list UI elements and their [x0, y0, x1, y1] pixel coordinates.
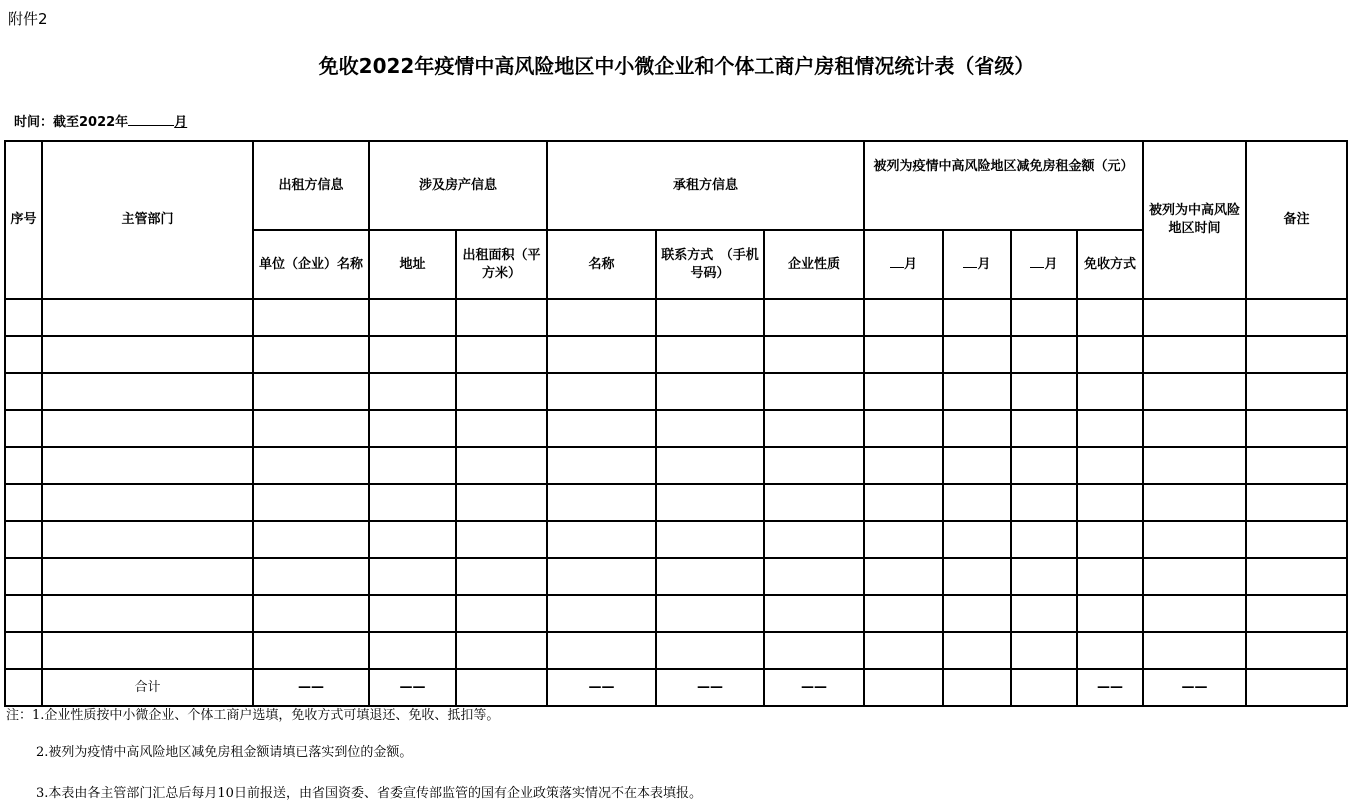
- table-cell[interactable]: [764, 447, 864, 484]
- total-lessor-name: ——: [253, 669, 369, 706]
- table-cell[interactable]: [1077, 373, 1143, 410]
- table-cell[interactable]: [1143, 447, 1246, 484]
- table-cell[interactable]: [656, 484, 764, 521]
- table-cell[interactable]: [369, 410, 456, 447]
- table-cell[interactable]: [42, 521, 253, 558]
- table-row: [5, 595, 1347, 632]
- table-cell[interactable]: [864, 410, 943, 447]
- table-cell[interactable]: [253, 447, 369, 484]
- table-row: [5, 373, 1347, 410]
- table-cell[interactable]: [864, 484, 943, 521]
- table-cell[interactable]: [1011, 373, 1077, 410]
- table-cell[interactable]: [1011, 632, 1077, 669]
- table-cell[interactable]: [42, 595, 253, 632]
- table-cell[interactable]: [1143, 521, 1246, 558]
- table-cell[interactable]: [764, 558, 864, 595]
- table-cell[interactable]: [1143, 558, 1246, 595]
- table-cell[interactable]: [1011, 558, 1077, 595]
- table-cell[interactable]: [5, 484, 42, 521]
- table-cell[interactable]: [1077, 595, 1143, 632]
- table-cell[interactable]: [943, 632, 1011, 669]
- table-cell[interactable]: [1011, 410, 1077, 447]
- table-cell[interactable]: [764, 484, 864, 521]
- table-cell[interactable]: [1077, 521, 1143, 558]
- table-cell[interactable]: [253, 373, 369, 410]
- table-cell[interactable]: [547, 336, 656, 373]
- table-cell[interactable]: [1077, 558, 1143, 595]
- table-cell[interactable]: [1246, 410, 1347, 447]
- time-line: [14, 111, 187, 130]
- header-lessee-group: 承租方信息: [547, 141, 864, 230]
- table-cell[interactable]: [547, 558, 656, 595]
- table-cell[interactable]: [253, 595, 369, 632]
- table-cell[interactable]: [764, 373, 864, 410]
- table-cell[interactable]: [456, 595, 547, 632]
- total-month-1[interactable]: [864, 669, 943, 706]
- table-cell[interactable]: [456, 484, 547, 521]
- header-month-2: 月: [943, 230, 1011, 299]
- table-cell[interactable]: [369, 336, 456, 373]
- table-cell[interactable]: [1011, 299, 1077, 336]
- table-cell[interactable]: [864, 299, 943, 336]
- total-remarks[interactable]: [1246, 669, 1347, 706]
- table-cell[interactable]: [1077, 484, 1143, 521]
- table-cell[interactable]: [42, 447, 253, 484]
- table-cell[interactable]: [764, 595, 864, 632]
- total-month-3[interactable]: [1011, 669, 1077, 706]
- header-month-3: 月: [1011, 230, 1077, 299]
- table-cell[interactable]: [369, 447, 456, 484]
- table-cell[interactable]: [547, 484, 656, 521]
- table-cell[interactable]: [253, 632, 369, 669]
- table-cell[interactable]: [369, 521, 456, 558]
- header-nature: 企业性质: [764, 230, 864, 299]
- table-cell[interactable]: [656, 595, 764, 632]
- table-cell[interactable]: [656, 521, 764, 558]
- table-cell[interactable]: [656, 373, 764, 410]
- table-cell[interactable]: [1077, 632, 1143, 669]
- total-month-2[interactable]: [943, 669, 1011, 706]
- table-cell[interactable]: [656, 447, 764, 484]
- data-rows: [5, 299, 1347, 669]
- total-address: ——: [369, 669, 456, 706]
- table-cell[interactable]: [42, 632, 253, 669]
- table-cell[interactable]: [864, 521, 943, 558]
- header-row-1: [5, 141, 1347, 230]
- header-dept: 主管部门: [42, 141, 253, 299]
- table-cell[interactable]: [1143, 299, 1246, 336]
- table-cell[interactable]: [1246, 484, 1347, 521]
- note-1: 注：1.企业性质按中小微企业、个体工商户选填，免收方式可填退还、免收、抵扣等。: [6, 708, 500, 723]
- month-blank[interactable]: [128, 113, 174, 126]
- table-cell[interactable]: [253, 336, 369, 373]
- table-cell[interactable]: [864, 595, 943, 632]
- time-month-suffix: 月: [174, 115, 188, 130]
- table-cell[interactable]: [1077, 410, 1143, 447]
- table-cell[interactable]: [1077, 299, 1143, 336]
- table-cell[interactable]: [547, 632, 656, 669]
- table-cell[interactable]: [1143, 595, 1246, 632]
- table-cell[interactable]: [547, 447, 656, 484]
- header-seq: 序号: [5, 141, 42, 299]
- table-row: [5, 336, 1347, 373]
- table-cell[interactable]: [547, 373, 656, 410]
- table-cell[interactable]: [547, 410, 656, 447]
- note-2: 2.被列为疫情中高风险地区减免房租金额请填已落实到位的金额。: [36, 745, 413, 760]
- table-cell[interactable]: [369, 484, 456, 521]
- table-row: [5, 558, 1347, 595]
- table-cell[interactable]: [1143, 484, 1246, 521]
- table-cell[interactable]: [5, 558, 42, 595]
- table-cell[interactable]: [1011, 336, 1077, 373]
- table-cell[interactable]: [1246, 632, 1347, 669]
- header-remarks: 备注: [1246, 141, 1347, 299]
- table-cell[interactable]: [764, 299, 864, 336]
- table-cell[interactable]: [764, 521, 864, 558]
- header-month-1: 月: [864, 230, 943, 299]
- table-cell[interactable]: [456, 558, 547, 595]
- table-cell[interactable]: [864, 558, 943, 595]
- table-cell[interactable]: [456, 632, 547, 669]
- table-cell[interactable]: [1143, 632, 1246, 669]
- table-cell[interactable]: [1246, 373, 1347, 410]
- table-cell[interactable]: [943, 299, 1011, 336]
- table-cell[interactable]: [864, 447, 943, 484]
- total-nature: ——: [764, 669, 864, 706]
- total-area[interactable]: [456, 669, 547, 706]
- table-cell[interactable]: [5, 299, 42, 336]
- table-cell[interactable]: [764, 410, 864, 447]
- statistics-table: [4, 140, 1348, 707]
- table-cell[interactable]: [1077, 336, 1143, 373]
- header-property-group: 涉及房产信息: [369, 141, 547, 230]
- header-lessee-name: 名称: [547, 230, 656, 299]
- table-row: [5, 484, 1347, 521]
- table-cell[interactable]: [42, 336, 253, 373]
- total-row: [5, 669, 1347, 706]
- table-cell[interactable]: [369, 595, 456, 632]
- table-cell[interactable]: [656, 632, 764, 669]
- total-contact: ——: [656, 669, 764, 706]
- table-cell[interactable]: [1011, 521, 1077, 558]
- table-cell[interactable]: [1011, 595, 1077, 632]
- table-cell[interactable]: [5, 373, 42, 410]
- table-cell[interactable]: [943, 336, 1011, 373]
- table-row: [5, 521, 1347, 558]
- table-cell[interactable]: [369, 373, 456, 410]
- header-lessor-group: 出租方信息: [253, 141, 369, 230]
- table-cell[interactable]: [5, 595, 42, 632]
- table-cell[interactable]: [943, 595, 1011, 632]
- table-cell[interactable]: [456, 299, 547, 336]
- table-cell[interactable]: [1246, 558, 1347, 595]
- table-cell[interactable]: [656, 410, 764, 447]
- table-cell[interactable]: [943, 447, 1011, 484]
- table-cell[interactable]: [864, 373, 943, 410]
- table-cell[interactable]: [764, 336, 864, 373]
- table-row: [5, 410, 1347, 447]
- header-method: 免收方式: [1077, 230, 1143, 299]
- table-cell[interactable]: [1246, 336, 1347, 373]
- table-cell[interactable]: [1246, 299, 1347, 336]
- table-cell[interactable]: [369, 632, 456, 669]
- table-cell[interactable]: [656, 336, 764, 373]
- table-cell[interactable]: [864, 336, 943, 373]
- header-risk-time: 被列为中高风险地区时间: [1143, 141, 1246, 299]
- table-cell[interactable]: [1246, 447, 1347, 484]
- table-cell[interactable]: [456, 447, 547, 484]
- total-seq[interactable]: [5, 669, 42, 706]
- table-cell[interactable]: [943, 373, 1011, 410]
- total-label: 合计: [42, 669, 253, 706]
- table-cell[interactable]: [369, 558, 456, 595]
- total-method: ——: [1077, 669, 1143, 706]
- table-cell[interactable]: [864, 632, 943, 669]
- header-lessor-name: 单位（企业）名称: [253, 230, 369, 299]
- table-cell[interactable]: [253, 410, 369, 447]
- table-cell[interactable]: [456, 336, 547, 373]
- table-cell[interactable]: [547, 521, 656, 558]
- time-prefix: 时间：截至2022年: [14, 115, 129, 130]
- total-lessee-name: ——: [547, 669, 656, 706]
- table-cell[interactable]: [369, 299, 456, 336]
- table-cell[interactable]: [1077, 447, 1143, 484]
- table-cell[interactable]: [5, 632, 42, 669]
- note-3: 3.本表由各主管部门汇总后每月10日前报送，由省国资委、省委宣传部监管的国有企业政策落实情况不在本表填报。: [36, 786, 702, 801]
- table-cell[interactable]: [253, 521, 369, 558]
- table-cell[interactable]: [1246, 595, 1347, 632]
- table-cell[interactable]: [656, 299, 764, 336]
- table-row: [5, 299, 1347, 336]
- header-reduction-group: 被列为疫情中高风险地区减免房租金额（元）: [864, 141, 1143, 230]
- attachment-label: 附件2: [8, 10, 48, 28]
- table-cell[interactable]: [547, 595, 656, 632]
- table-cell[interactable]: [943, 484, 1011, 521]
- header-address: 地址: [369, 230, 456, 299]
- table-cell[interactable]: [42, 299, 253, 336]
- table-cell[interactable]: [1246, 521, 1347, 558]
- table-cell[interactable]: [42, 558, 253, 595]
- page-title: 免收2022年疫情中高风险地区中小微企业和个体工商户房租情况统计表（省级）: [318, 54, 1035, 78]
- table-cell[interactable]: [42, 373, 253, 410]
- table-cell[interactable]: [456, 373, 547, 410]
- table-cell[interactable]: [764, 632, 864, 669]
- header-contact: 联系方式 （手机号码）: [656, 230, 764, 299]
- table-cell[interactable]: [42, 410, 253, 447]
- table-row: [5, 447, 1347, 484]
- table-cell[interactable]: [656, 558, 764, 595]
- table-cell[interactable]: [456, 410, 547, 447]
- table-cell[interactable]: [547, 299, 656, 336]
- table-cell[interactable]: [943, 558, 1011, 595]
- table-cell[interactable]: [5, 521, 42, 558]
- table-row: [5, 632, 1347, 669]
- table-cell[interactable]: [5, 447, 42, 484]
- table-cell[interactable]: [1143, 373, 1246, 410]
- table-cell[interactable]: [5, 410, 42, 447]
- table-cell[interactable]: [253, 558, 369, 595]
- header-area: 出租面积（平方米）: [456, 230, 547, 299]
- table-cell[interactable]: [1011, 484, 1077, 521]
- table-cell[interactable]: [943, 410, 1011, 447]
- table-cell[interactable]: [42, 484, 253, 521]
- table-cell[interactable]: [253, 299, 369, 336]
- total-risk-time: ——: [1143, 669, 1246, 706]
- table-cell[interactable]: [943, 521, 1011, 558]
- table-cell[interactable]: [253, 484, 369, 521]
- table-cell[interactable]: [5, 336, 42, 373]
- table-cell[interactable]: [456, 521, 547, 558]
- table-cell[interactable]: [1143, 336, 1246, 373]
- table-cell[interactable]: [1143, 410, 1246, 447]
- table-cell[interactable]: [1011, 447, 1077, 484]
